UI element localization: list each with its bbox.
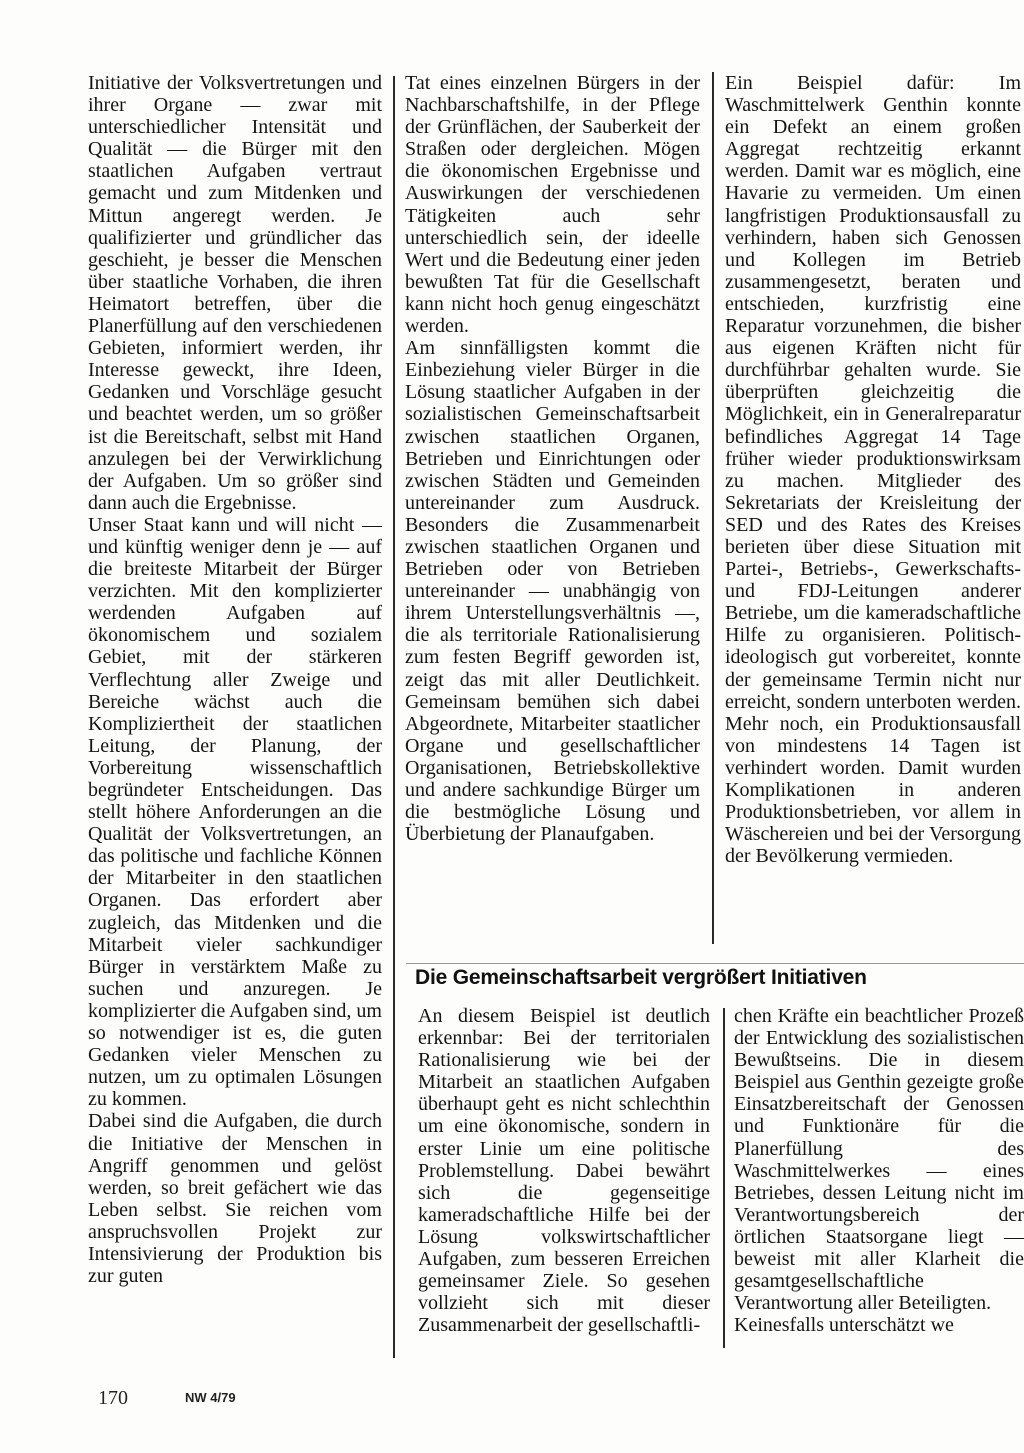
text-column-2 <box>405 72 700 845</box>
column-divider <box>712 72 714 944</box>
paragraph: An diesem Beispiel ist deutlich erkennbar: Bei der territorialen Rationalisierung wie bei der Mitarbeit an staatlichen Aufgaben überhaupt geht es nicht schlechthin um eine ökonomische, sondern in erster Linie um eine politische Problemstellung. Dabei bewährt sich die gegenseitige kameradschaftliche Hilfe bei der Lösung volkswirtschaftlicher Aufgaben, zum besseren Erreichen gemeinsamer Ziele. So gesehen vollzieht sich mit dieser Zusammenarbeit der gesellschaftli- <box>418 1005 710 1337</box>
page-number: 170 <box>98 1387 128 1409</box>
paragraph: Unser Staat kann und will nicht — und künftig weniger denn je — auf die breiteste Mitarbeit der Bürger verzichten. Mit den komplizierter werdenden Aufgaben auf ökonomischem und sozialem Gebiet, mit der stärkeren Verflechtung aller Zweige und Bereiche wächst auch die Kompliziertheit der staatlichen Leitung, der Planung, der Vorbereitung wissenschaftlich begründeter Entscheidungen. Das stellt höhere Anforderungen an die Qualität der Volksvertretungen, an das politische und fachliche Können der Mitarbeiter in den staatlichen Organen. Das erfordert aber zugleich, das Mitdenken und die Mitarbeit vieler sachkundiger Bürger in verstärktem Maße zu suchen und anzuregen. Je komplizierter die Aufgaben sind, um so notwendiger ist es, die guten Gedanken vieler Menschen zu nutzen, um zu optimalen Lösungen zu kommen. <box>88 513 382 1111</box>
column-divider <box>393 76 395 1358</box>
magazine-issue: NW 4/79 <box>185 1390 236 1405</box>
text-column-1 <box>88 72 382 1287</box>
paragraph: Ein Beispiel dafür: Im Waschmittelwerk Genthin konnte ein Defekt an einem großen Aggregat rechtzeitig erkannt werden. Damit war es möglich, eine Havarie zu vermeiden. Um einen langfristigen Produktionsausfall zu verhindern, haben sich Genossen und Kollegen im Betrieb zusammengesetzt, beraten und entschieden, kurzfristig eine Reparatur vorzunehmen, die bisher aus eigenen Kräften nicht für durchführbar gehalten wurde. Sie überprüften gleichzeitig die Möglichkeit, ein in Generalreparatur befindliches Aggregat 14 Tage früher wieder produktionswirksam zu machen. Mitglieder des Sekretariats der Kreisleitung der SED und des Rates des Kreises berieten über diese Situation mit Partei-, Betriebs-, Gewerkschafts- und FDJ-Leitungen anderer Betriebe, um die kameradschaftliche Hilfe zu organisieren. Politisch-ideologisch gut vorbereitet, konnte der gemeinsame Termin nicht nur erreicht, sondern unterboten werden. Mehr noch, ein Produktionsausfall von mindestens 14 Tagen ist verhindert worden. Damit wurden Komplikationen in anderen Produktionsbetrieben, vor allem in Wäschereien und bei der Versorgung der Bevölkerung vermieden. <box>725 72 1021 868</box>
section-heading: Die Gemeinschaftsarbeit vergrößert Initiativen <box>415 966 867 989</box>
text-column-5 <box>734 1005 1024 1336</box>
heading-rule <box>406 963 1024 964</box>
paragraph: Am sinnfälligsten kommt die Einbeziehung vieler Bürger in die Lösung staatlicher Aufgaben in der sozialistischen Gemeinschaftsarbeit zwischen staatlichen Organen, Betrieben und Einrichtungen oder zwischen Städten und Gemeinden untereinander zum Ausdruck. Besonders die Zusammenarbeit zwischen staatlichen Organen und Betrieben oder von Betrieben untereinander — unabhängig von ihrem Unterstellungsverhältnis —, die als territoriale Rationalisierung zum festen Begriff geworden ist, zeigt das mit aller Deutlichkeit. Gemeinsam bemühen sich dabei Abgeordnete, Mitarbeiter staatlicher Organe und gesellschaftlicher Organisationen, Betriebskollektive und andere sachkundige Bürger um die bestmögliche Lösung und Überbietung der Planaufgaben. <box>405 337 700 846</box>
paragraph: Keinesfalls unterschätzt we <box>734 1314 954 1337</box>
text-column-3 <box>725 72 1021 867</box>
paragraph: Dabei sind die Aufgaben, die durch die Initiative der Menschen in Angriff genommen und gelöst werden, so breit gefächert wie das Leben selbst. Sie reichen vom anspruchsvollen Projekt zur Intensivierung der Produktion bis zur guten <box>88 1110 382 1288</box>
text-column-4 <box>418 1005 710 1336</box>
paragraph: Tat eines einzelnen Bürgers in der Nachbarschaftshilfe, in der Pflege der Grünflächen, der Sauberkeit der Straßen oder dergleichen. Mögen die ökonomischen Ergebnisse und Auswirkungen der verschiedenen Tätigkeiten auch sehr unterschiedlich sein, der ideelle Wert und die Bedeutung einer jeden bewußten Tat für die Gesellschaft kann nicht hoch genug eingeschätzt werden. <box>405 72 700 338</box>
paragraph: Initiative der Volksvertretungen und ihrer Organe — zwar mit unterschiedlicher Intensität und Qualität — die Bürger mit den staatlichen Aufgaben vertraut gemacht und zum Mitdenken und Mittun angeregt werden. Je qualifizierter und gründlicher das geschieht, je besser die Menschen über staatliche Vorhaben, die ihren Heimatort betreffen, über die Planerfüllung auf den verschiedenen Gebieten, informiert werden, ihr Interesse geweckt, ihre Ideen, Gedanken und Vorschläge gesucht und beachtet werden, um so größer ist die Bereitschaft, selbst mit Hand anzulegen bei der Verwirklichung der Aufgaben. Um so größer sind dann auch die Ergebnisse. <box>88 72 382 514</box>
paragraph: chen Kräfte ein beachtlicher Prozeß der Entwicklung des sozialistischen Bewußtseins. Die in diesem Beispiel aus Genthin gezeigte große Einsatzbereitschaft der Genossen und Funktionäre für die Planerfüllung des Waschmittelwerkes — eines Betriebes, dessen Leitung nicht im Verantwortungsbereich der örtlichen Staatsorgane liegt — beweist mit aller Klarheit die gesamtgesellschaftliche Verantwortung aller Beteiligten. <box>734 1005 1024 1315</box>
column-divider <box>723 1008 725 1348</box>
